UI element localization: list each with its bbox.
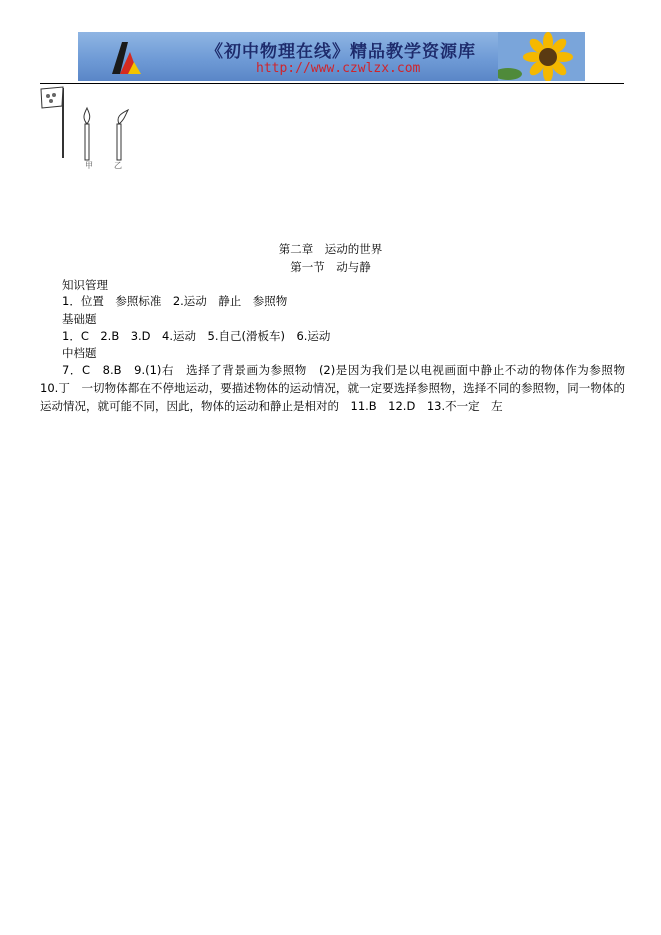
heading-mid: 中档题 [62,346,97,360]
logo-icon [108,38,142,76]
header-rule [40,83,624,84]
flag-torch-figure [40,86,140,176]
label-jia: 甲 [85,161,93,170]
label-yi: 乙 [114,161,122,170]
sunflower-image [498,32,585,81]
banner-title: 《初中物理在线》精品教学资源库 [206,42,476,62]
heading-knowledge: 知识管理 [62,278,108,292]
banner-url: http://www.czwlzx.com [256,61,421,76]
chapter-title: 第二章 运动的世界 [278,242,383,256]
answers-knowledge: 1．位置 参照标准 2.运动 静止 参照物 [62,294,288,308]
answers-mid: 7．C 8.B 9.(1)右 选择了背景画为参照物 (2)是因为我们是以电视画面中静止不动的物体作为参照物 10.丁 一切物体都在不停地运动，要描述物体的运动情况，就一定要选择参照物，选择不同的参照物，同一物体的运动情况，就可能不同，因此，物体的运动和静止是相对的 11.B 12.D 13.不一定 左 [40,363,637,413]
answers-basic: 1．C 2.B 3.D 4.运动 5.自己(滑板车) 6.运动 [62,329,331,343]
section-title: 第一节 动与静 [290,260,371,274]
header-banner [78,32,585,81]
heading-basic: 基础题 [62,312,97,326]
